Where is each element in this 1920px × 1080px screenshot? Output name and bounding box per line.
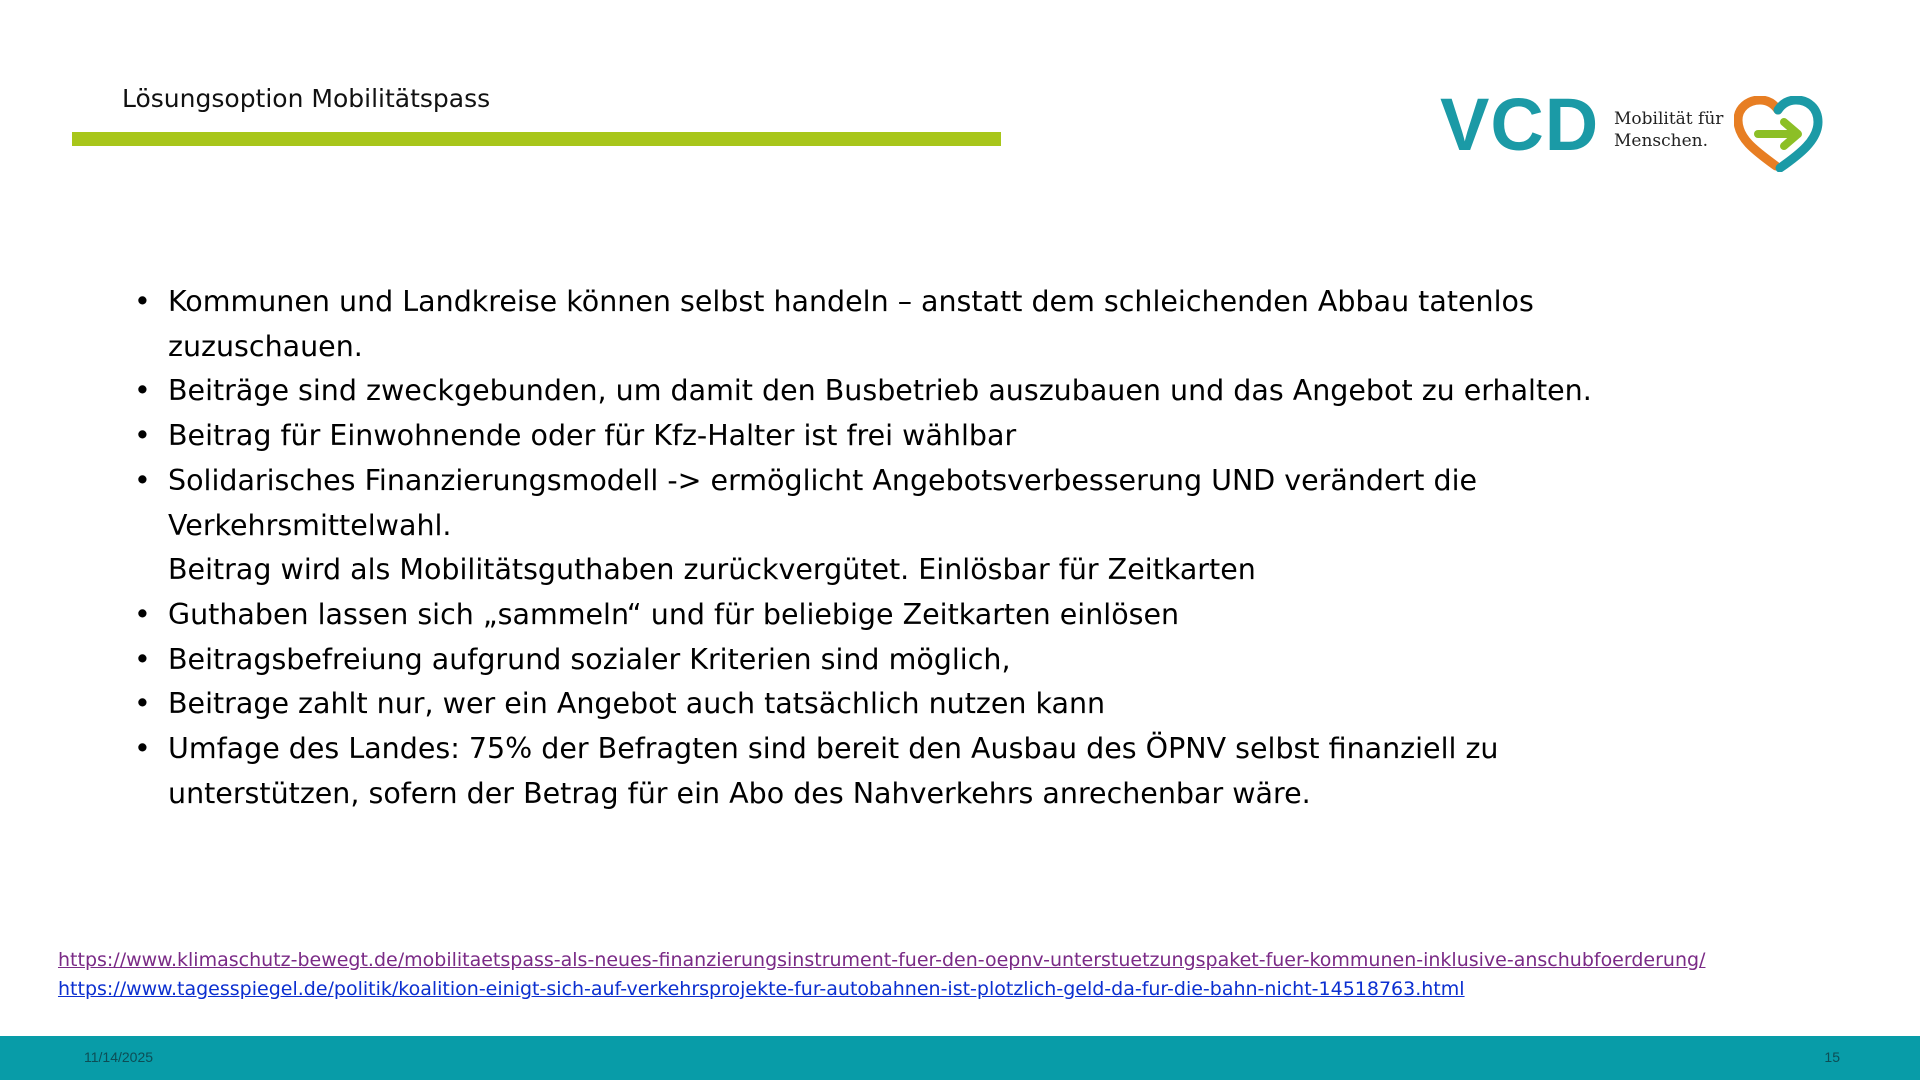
vcd-logo <box>1440 83 1820 172</box>
source-links <box>58 946 1705 1004</box>
bullet-item <box>130 369 1810 414</box>
bullet-item <box>130 280 1810 369</box>
title-underline-bar <box>72 132 1001 146</box>
text-line <box>130 548 1810 593</box>
bullet-dot: • <box>134 597 151 631</box>
bullet-text-line: Guthaben lassen sich „sammeln“ und für beliebige Zeitkarten einlösen <box>168 597 1180 631</box>
bullet-dot: • <box>134 374 151 408</box>
bullet-text-line: Umfage des Landes: 75% der Befragten sind bereit den Ausbau des ÖPNV selbst finanziell zu <box>168 732 1499 766</box>
bullet-list <box>130 280 1810 816</box>
logo-tagline-line-1: Mobilität für <box>1614 109 1724 129</box>
footer-bar <box>0 1036 1920 1080</box>
content-area <box>130 280 1810 816</box>
bullet-text-line: Beitrag für Einwohnende oder für Kfz-Halter ist frei wählbar <box>168 419 1017 453</box>
slide-title: Lösungsoption Mobilitätspass <box>122 84 491 113</box>
bullet-item <box>130 593 1810 638</box>
bullet-dot: • <box>134 732 151 766</box>
bullet-dot: • <box>134 687 151 721</box>
source-link[interactable]: https://www.klimaschutz-bewegt.de/mobilitaetspass-als-neues-finanzierungsinstrument-fuer-den-oepnv-unterstuetzungspaket-fuer-kommunen-inklusive-anschubfoerderung/ <box>58 949 1706 971</box>
logo-tagline-line-2: Menschen. <box>1614 131 1709 151</box>
bullet-item <box>130 682 1810 727</box>
bullet-item <box>130 638 1810 683</box>
bullet-item <box>130 727 1810 816</box>
heart-arrow-icon <box>1734 96 1824 172</box>
logo-tagline <box>1614 108 1723 152</box>
page-number: 15 <box>1824 1049 1840 1065</box>
bullet-text-line: Beiträge sind zweckgebunden, um damit den Busbetrieb auszubauen und das Angebot zu erhalten. <box>168 374 1592 408</box>
bullet-dot: • <box>134 642 151 676</box>
bullet-dot: • <box>134 463 151 497</box>
bullet-text-line: Solidarisches Finanzierungsmodell -> ermöglicht Angebotsverbesserung UND verändert die <box>168 463 1478 497</box>
source-link[interactable]: https://www.tagesspiegel.de/politik/koalition-einigt-sich-auf-verkehrsprojekte-fur-autobahnen-ist-plotzlich-geld-da-fur-die-bahn-nicht-14518763.html <box>58 978 1465 1000</box>
bullet-text-line: Beitrage zahlt nur, wer ein Angebot auch tatsächlich nutzen kann <box>168 687 1106 721</box>
bullet-text-line: Verkehrsmittelwahl. <box>168 508 452 542</box>
bullet-item <box>130 414 1810 459</box>
bullet-dot: • <box>134 285 151 318</box>
bullet-dot: • <box>134 419 151 453</box>
logo-wordmark: VCD <box>1440 83 1600 166</box>
bullet-text-line: zuzuschauen. <box>168 329 363 363</box>
footer-date: 11/14/2025 <box>84 1049 154 1065</box>
bullet-text-line: Beitrag wird als Mobilitätsguthaben zurückvergütet. Einlösbar für Zeitkarten <box>168 553 1256 587</box>
bullet-text-line: Beitragsbefreiung aufgrund sozialer Kriterien sind möglich, <box>168 642 1011 676</box>
bullet-text-line: unterstützen, sofern der Betrag für ein Abo des Nahverkehrs anrechenbar wäre. <box>168 776 1311 810</box>
bullet-text-line: Kommunen und Landkreise können selbst handeln – anstatt dem schleichenden Abbau tatenlos <box>168 285 1534 318</box>
bullet-item <box>130 459 1810 548</box>
